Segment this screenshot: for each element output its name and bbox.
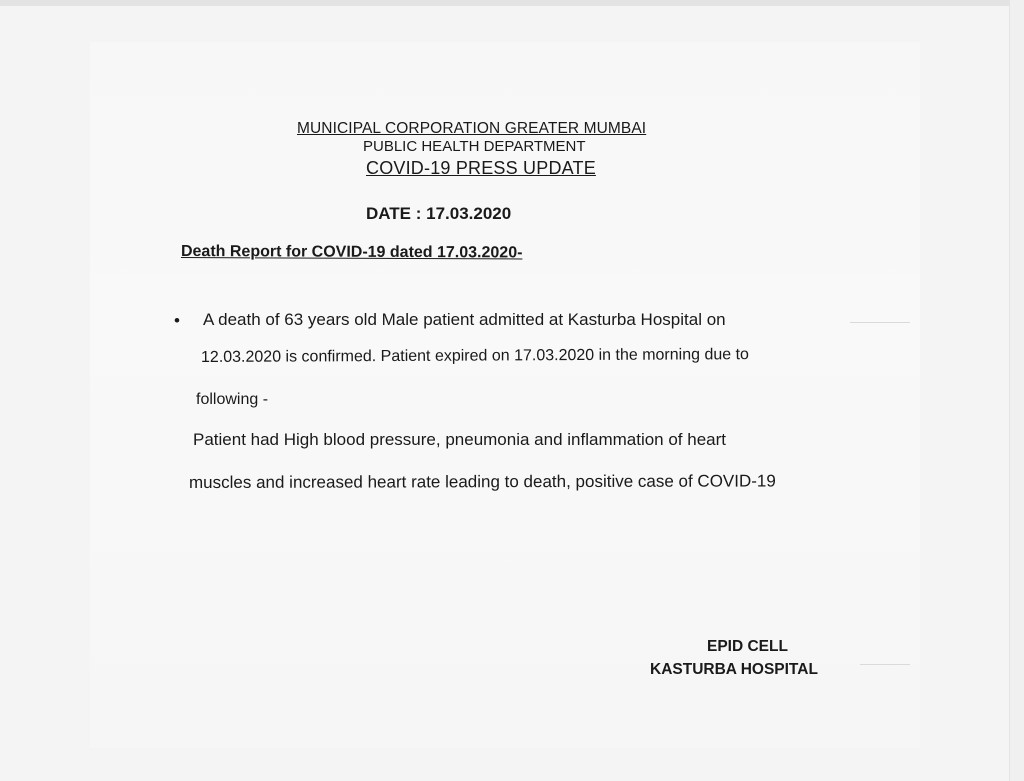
signature-unit: EPID CELL	[707, 638, 788, 655]
body-line-4: Patient had High blood pressure, pneumonia and inflammation of heart	[193, 430, 727, 449]
body-line-2: 12.03.2020 is confirmed. Patient expired on 17.03.2020 in the morning due to	[200, 346, 749, 366]
right-edge	[1009, 0, 1024, 781]
organization-heading: MUNICIPAL CORPORATION GREATER MUMBAI	[297, 120, 647, 137]
body-line-5: muscles and increased heart rate leading to death, positive case of COVID-19	[188, 471, 776, 492]
document-date: DATE : 17.03.2020	[366, 204, 512, 223]
signature-hospital: KASTURBA HOSPITAL	[650, 661, 818, 678]
scan-mark	[850, 322, 910, 323]
body-line-1: A death of 63 years old Male patient admitted at Kasturba Hospital on	[203, 310, 726, 329]
report-heading: Death Report for COVID-19 dated 17.03.2020-	[180, 243, 523, 262]
press-update-title: COVID-19 PRESS UPDATE	[366, 158, 596, 178]
department-heading: PUBLIC HEALTH DEPARTMENT	[363, 138, 586, 155]
scan-mark	[860, 664, 910, 665]
top-edge	[0, 0, 1024, 6]
body-line-3: following -	[196, 391, 269, 408]
bullet-point: •	[174, 311, 180, 330]
